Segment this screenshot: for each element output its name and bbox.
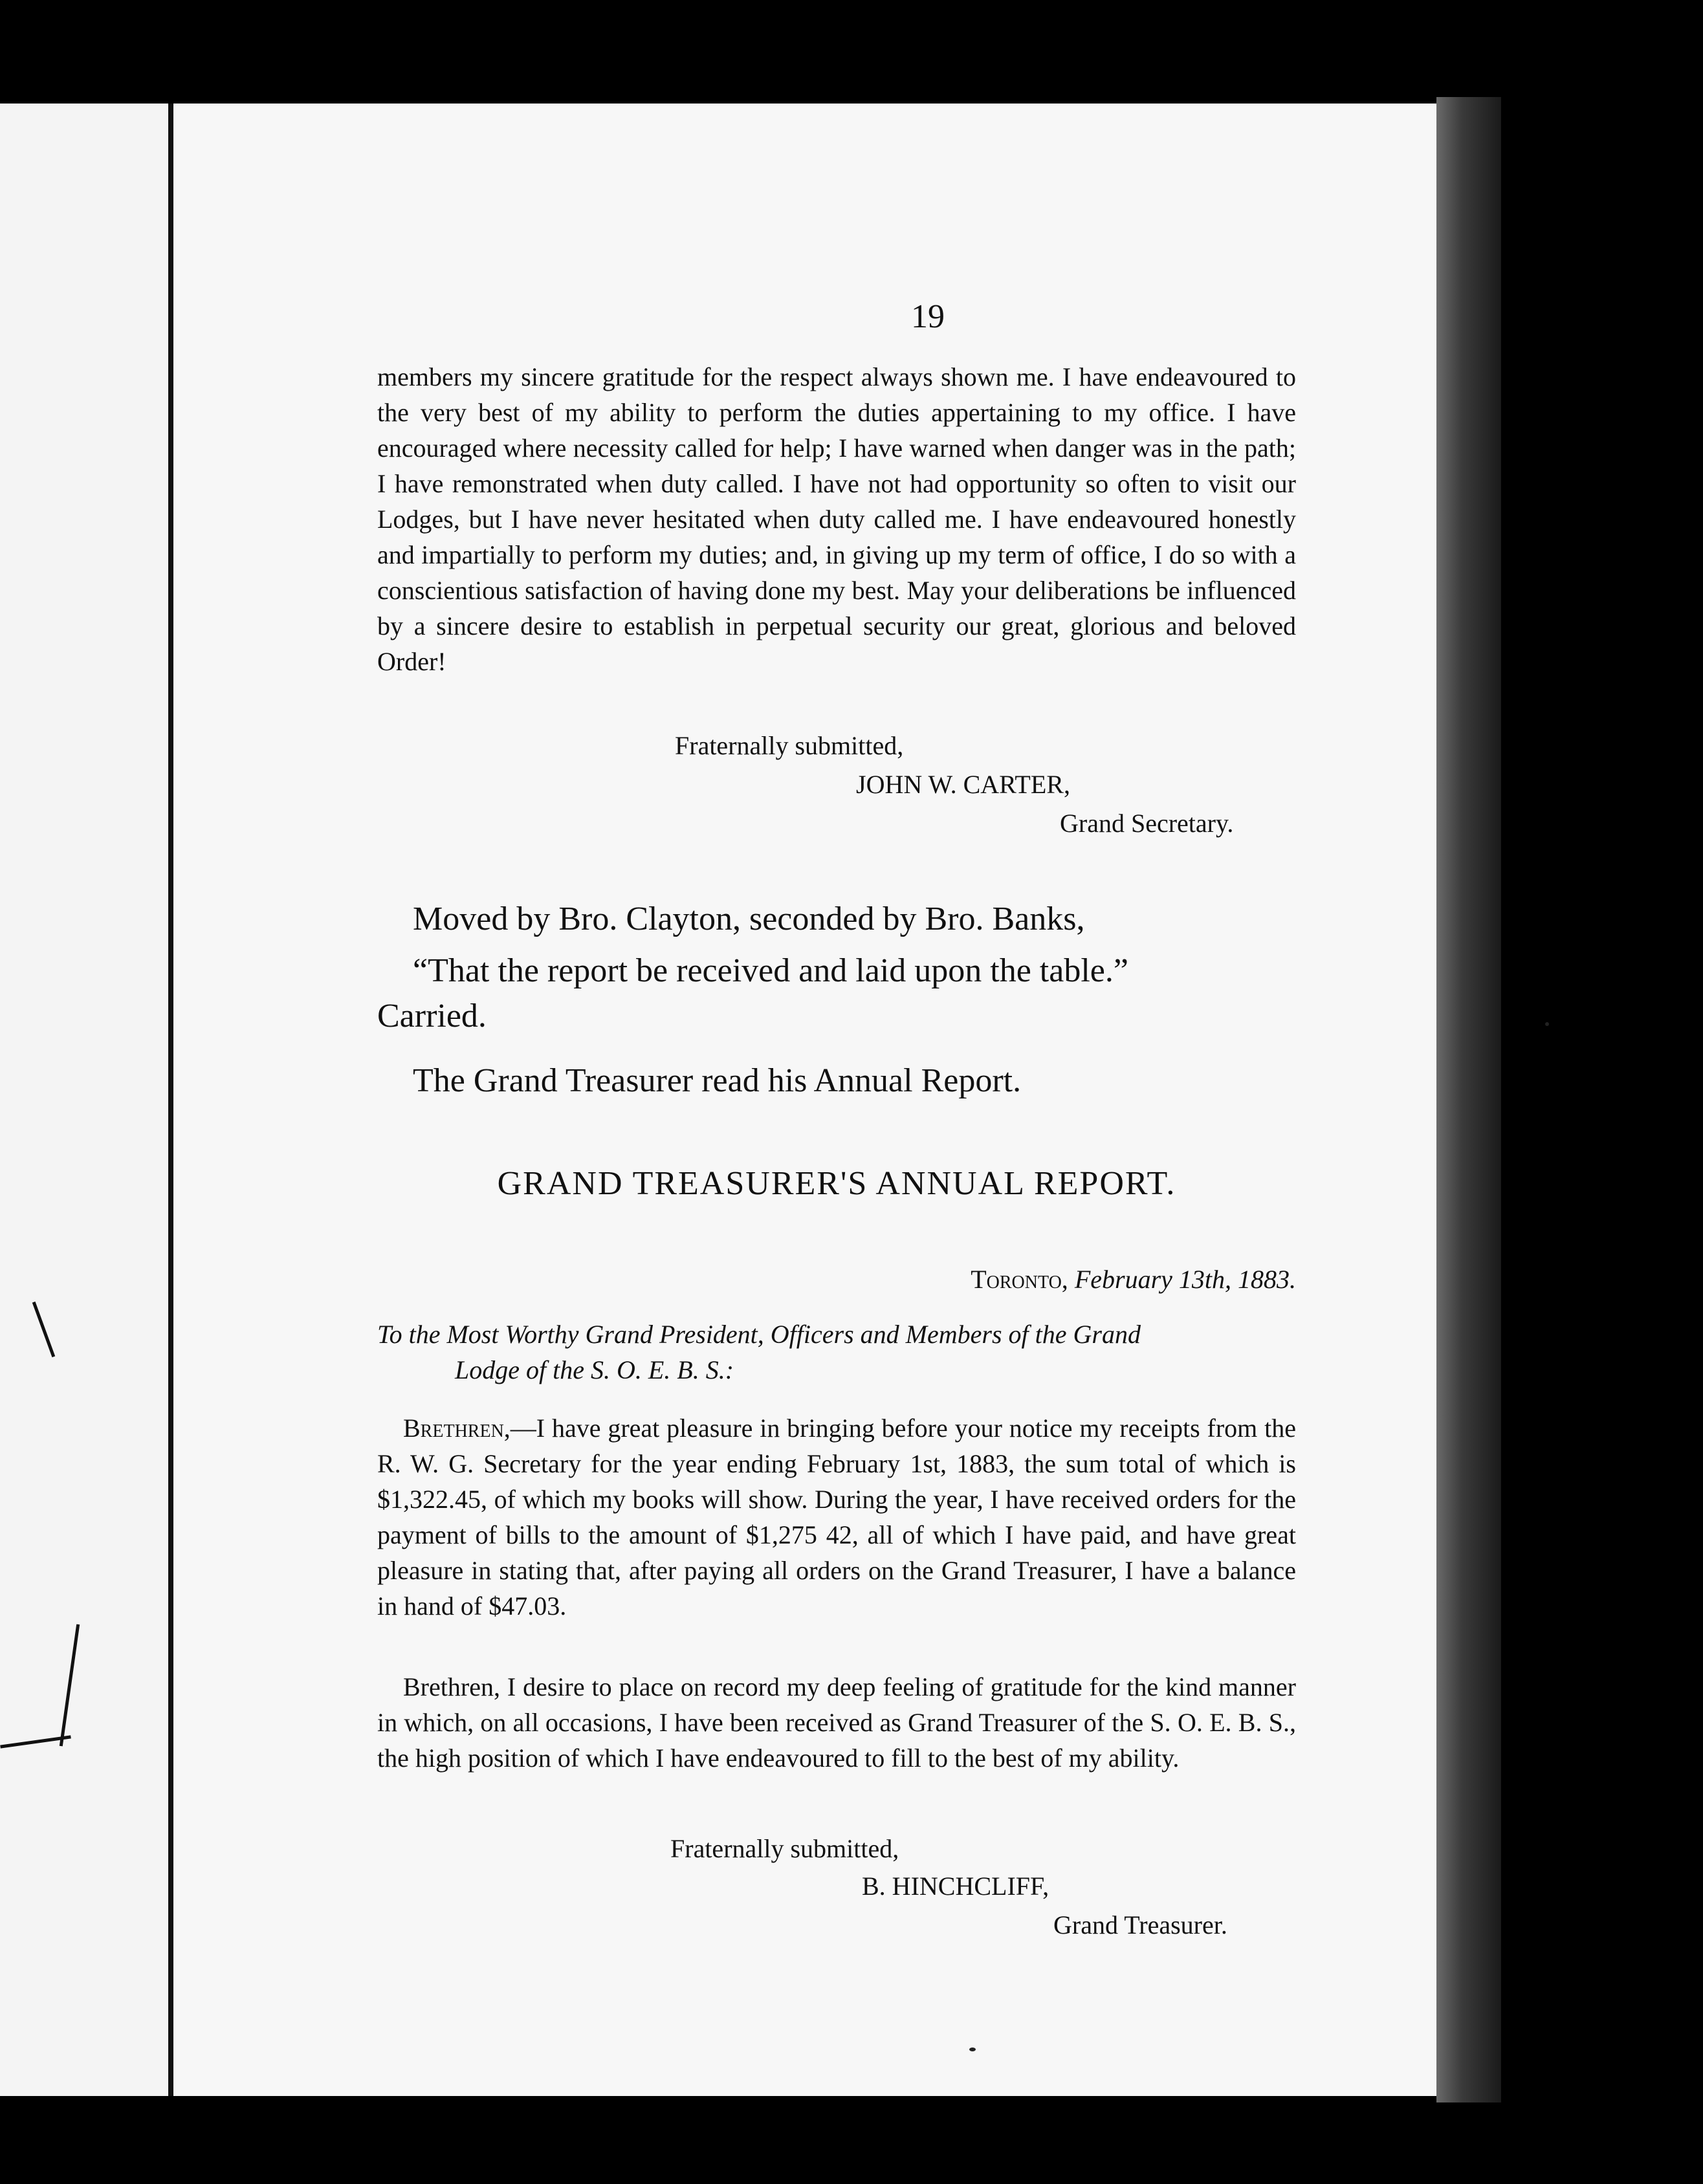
facing-page-edge: [0, 104, 173, 2096]
secretary-report-closing: [377, 359, 1296, 679]
salutation: Brethren,: [403, 1414, 511, 1443]
address-block: [377, 1316, 1296, 1388]
motion-block: [413, 896, 1319, 943]
motion-text-block: [413, 948, 1319, 994]
treasurer-paragraph-1-block: [377, 1410, 1296, 1624]
treasurer-signer-title: Grand Treasurer.: [1053, 1910, 1227, 1939]
treasurer-signer-name: B. HINCHCLIFF,: [862, 1872, 1049, 1901]
treasurer-paragraph-2: Brethren, I desire to place on record my deep feeling of gratitude for the kind manner in which, on all occasions, I have been received as Grand Treasurer of the S. O. E. B. S., the high position of which I have endeavoured to fill to the best of my ability.: [377, 1672, 1296, 1773]
treasurer-paragraph-1: [377, 1410, 1296, 1624]
dateline-place: Toronto,: [971, 1265, 1068, 1294]
secretary-signoff-block: [675, 728, 1192, 763]
secretary-signer-block: [856, 767, 1374, 802]
motion-result: Carried.: [377, 998, 487, 1034]
pencil-mark: [32, 1302, 55, 1357]
secretary-signer-title: Grand Secretary.: [1060, 809, 1234, 838]
motion-result-block: [377, 993, 765, 1040]
scan-speck: [1545, 1022, 1549, 1026]
address-line-2: Lodge of the S. O. E. B. S.:: [455, 1355, 734, 1384]
scan-speck: [969, 2047, 976, 2051]
secretary-closing-paragraph: members my sincere gratitude for the respect always shown me. I have endeavoured to the very best of my ability to perform the duties appertaining to my office. I have encouraged where necessity called for help; I have warned when danger was in the path; I have remonstrated when duty called. I have not had opportunity so often to visit our Lodges, but I have never hesitated when duty called me. I have endeavoured honestly and impartially to perform my duties; and, in giving up my term of office, I do so with a conscientious satisfaction of having done my best. May your deliberations be influenced by a sincere desire to establish in perpetual security our great, glorious and beloved Order!: [377, 362, 1296, 676]
motion-text: “That the report be received and laid upon the table.”: [413, 952, 1128, 989]
treasurer-signoff: Fraternally submitted,: [670, 1834, 899, 1863]
dateline-block: [377, 1261, 1296, 1297]
pencil-mark: [60, 1624, 80, 1747]
secretary-signer-name: JOHN W. CARTER,: [856, 770, 1070, 799]
dateline: [377, 1261, 1296, 1297]
secretary-title-block: [1060, 805, 1383, 841]
book-binding-edge: [1436, 97, 1501, 2102]
treasurer-signoff-block: [670, 1831, 1188, 1866]
treasurer-signer-block: [862, 1868, 1379, 1904]
treasurer-title-block: [1053, 1907, 1390, 1943]
address-line-1: To the Most Worthy Grand President, Officers and Members of the Grand: [377, 1320, 1141, 1349]
treasurer-paragraph-1-text: —I have great pleasure in bringing before your notice my receipts from the R. W. G. Secretary for the year ending February 1st, 1883, the sum total of which is $1,322.45, of which my books will show. During the year, I have received orders for the payment of bills to the amount of $1,275 42, all of which I have paid, and have great pleasure in stating that, after paying all orders on the Grand Treasurer, I have a balance in hand of $47.03.: [377, 1414, 1296, 1621]
treasurer-heading-block: [377, 1164, 1296, 1203]
book-page: [173, 104, 1436, 2096]
page-number: 19: [911, 298, 945, 335]
dateline-date: February 13th, 1883.: [1074, 1265, 1296, 1294]
treasurer-report-heading: GRAND TREASURER'S ANNUAL REPORT.: [497, 1165, 1176, 1202]
treasurer-read-block: [413, 1058, 1319, 1104]
motion-moved-by: Moved by Bro. Clayton, seconded by Bro. Banks,: [413, 901, 1085, 937]
treasurer-paragraph-2-block: [377, 1669, 1296, 1776]
secretary-signoff: Fraternally submitted,: [675, 731, 904, 760]
treasurer-read-line: The Grand Treasurer read his Annual Report.: [413, 1062, 1022, 1099]
